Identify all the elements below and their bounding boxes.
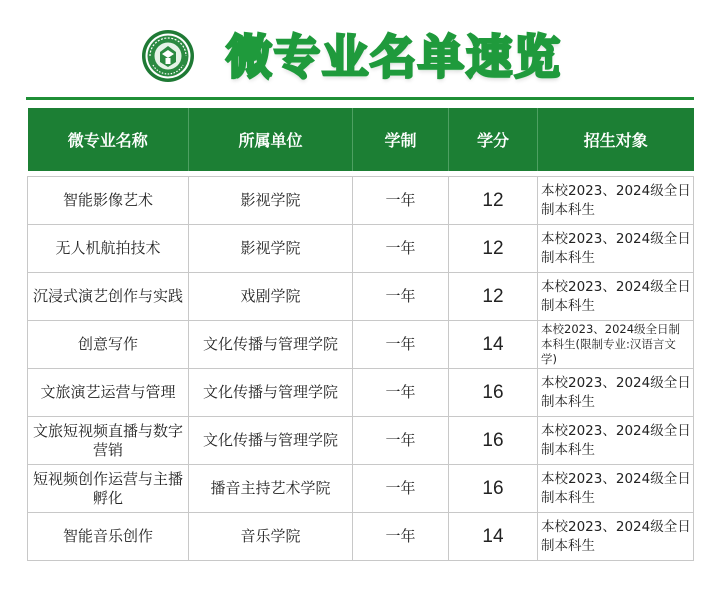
major-name: 无人机航拍技术 bbox=[28, 225, 189, 273]
major-duration: 一年 bbox=[353, 417, 449, 465]
major-target: 本校2023、2024级全日制本科生 bbox=[538, 369, 694, 417]
major-credits: 14 bbox=[449, 321, 538, 369]
major-credits: 12 bbox=[449, 177, 538, 225]
major-unit: 影视学院 bbox=[189, 177, 353, 225]
table-row bbox=[28, 369, 694, 417]
major-duration: 一年 bbox=[353, 177, 449, 225]
table-row bbox=[28, 273, 694, 321]
major-credits: 16 bbox=[449, 417, 538, 465]
major-name: 文旅演艺运营与管理 bbox=[28, 369, 189, 417]
table-row bbox=[28, 225, 694, 273]
major-target: 本校2023、2024级全日制本科生(限制专业:汉语言文学) bbox=[538, 321, 694, 369]
column-header-target: 招生对象 bbox=[538, 108, 694, 171]
table-row bbox=[28, 417, 694, 465]
major-target: 本校2023、2024级全日制本科生 bbox=[538, 465, 694, 513]
page-header bbox=[0, 0, 720, 96]
major-credits: 12 bbox=[449, 273, 538, 321]
major-name: 创意写作 bbox=[28, 321, 189, 369]
column-header-name: 微专业名称 bbox=[28, 108, 189, 171]
major-credits: 16 bbox=[449, 465, 538, 513]
page-title: 微专业名单速览 bbox=[226, 30, 562, 84]
micro-major-table bbox=[27, 108, 694, 561]
column-header-duration: 学制 bbox=[353, 108, 449, 171]
university-seal-icon bbox=[141, 29, 195, 83]
column-header-credits: 学分 bbox=[449, 108, 538, 171]
major-credits: 14 bbox=[449, 513, 538, 561]
major-duration: 一年 bbox=[353, 273, 449, 321]
major-name: 智能影像艺术 bbox=[28, 177, 189, 225]
header-divider bbox=[26, 97, 694, 100]
major-credits: 12 bbox=[449, 225, 538, 273]
major-name: 文旅短视频直播与数字营销 bbox=[28, 417, 189, 465]
major-unit: 影视学院 bbox=[189, 225, 353, 273]
major-unit: 文化传播与管理学院 bbox=[189, 417, 353, 465]
major-unit: 文化传播与管理学院 bbox=[189, 369, 353, 417]
major-target: 本校2023、2024级全日制本科生 bbox=[538, 225, 694, 273]
major-duration: 一年 bbox=[353, 513, 449, 561]
major-target: 本校2023、2024级全日制本科生 bbox=[538, 513, 694, 561]
table-row bbox=[28, 513, 694, 561]
major-credits: 16 bbox=[449, 369, 538, 417]
major-name: 沉浸式演艺创作与实践 bbox=[28, 273, 189, 321]
major-target: 本校2023、2024级全日制本科生 bbox=[538, 273, 694, 321]
column-header-unit: 所属单位 bbox=[189, 108, 353, 171]
major-target: 本校2023、2024级全日制本科生 bbox=[538, 417, 694, 465]
major-name: 短视频创作运营与主播孵化 bbox=[28, 465, 189, 513]
major-target: 本校2023、2024级全日制本科生 bbox=[538, 177, 694, 225]
major-duration: 一年 bbox=[353, 465, 449, 513]
major-duration: 一年 bbox=[353, 369, 449, 417]
major-unit: 戏剧学院 bbox=[189, 273, 353, 321]
table-row bbox=[28, 321, 694, 369]
table-header-row bbox=[28, 108, 694, 171]
table-row bbox=[28, 465, 694, 513]
major-duration: 一年 bbox=[353, 225, 449, 273]
major-name: 智能音乐创作 bbox=[28, 513, 189, 561]
major-unit: 播音主持艺术学院 bbox=[189, 465, 353, 513]
major-duration: 一年 bbox=[353, 321, 449, 369]
major-unit: 文化传播与管理学院 bbox=[189, 321, 353, 369]
major-unit: 音乐学院 bbox=[189, 513, 353, 561]
table-row bbox=[28, 177, 694, 225]
